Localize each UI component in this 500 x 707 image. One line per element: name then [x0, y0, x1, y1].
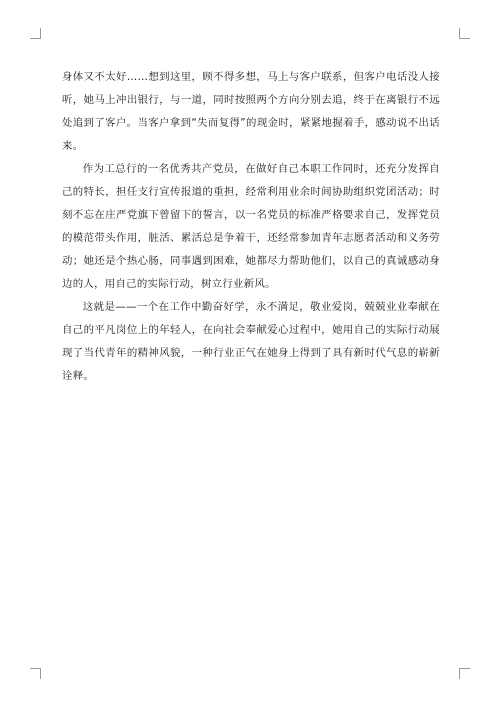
- crop-mark-bottom-left: [30, 668, 41, 679]
- crop-mark-top-right: [459, 28, 470, 39]
- document-body: [62, 66, 440, 388]
- paragraph-conclusion: 这就是——一个在工作中勤奋好学，永不满足，敬业爱岗，兢兢业业奉献在自己的平凡岗位上的年轻人，在向社会奉献爱心过程中，她用自己的实际行动展现了当代青年的精神风貌，一种行业正气在她身上得到了具有新时代气息的崭新诠释。: [62, 301, 440, 382]
- paragraph-party-member: 作为工总行的一名优秀共产党员，在做好自己本职工作同时，还充分发挥自己的特长，担任支行宣传报道的重担，经常利用业余时间协助组织党团活动；时刻不忘在庄严党旗下曾留下的誓言，以一名党员的标准严格要求自己，发挥党员的模范带头作用，脏活、累活总是争着干，还经常参加青年志愿者活动和义务劳动；她还是个热心肠，同事遇到困难，她都尽力帮助他们，以自己的真诚感动身边的人，用自己的实际行动，树立行业新风。: [62, 163, 440, 290]
- paragraph-continuation: 身体又不太好……想到这里，顾不得多想，马上与客户联系，但客户电话没人接听，她马上冲出银行，与一道，同时按照两个方向分别去追，终于在离银行不远处追到了客户。当客户拿到“失而复得”的现金时，紧紧地握着手，感动说不出话来。: [62, 71, 440, 152]
- crop-mark-top-left: [30, 28, 41, 39]
- crop-mark-bottom-right: [459, 668, 470, 679]
